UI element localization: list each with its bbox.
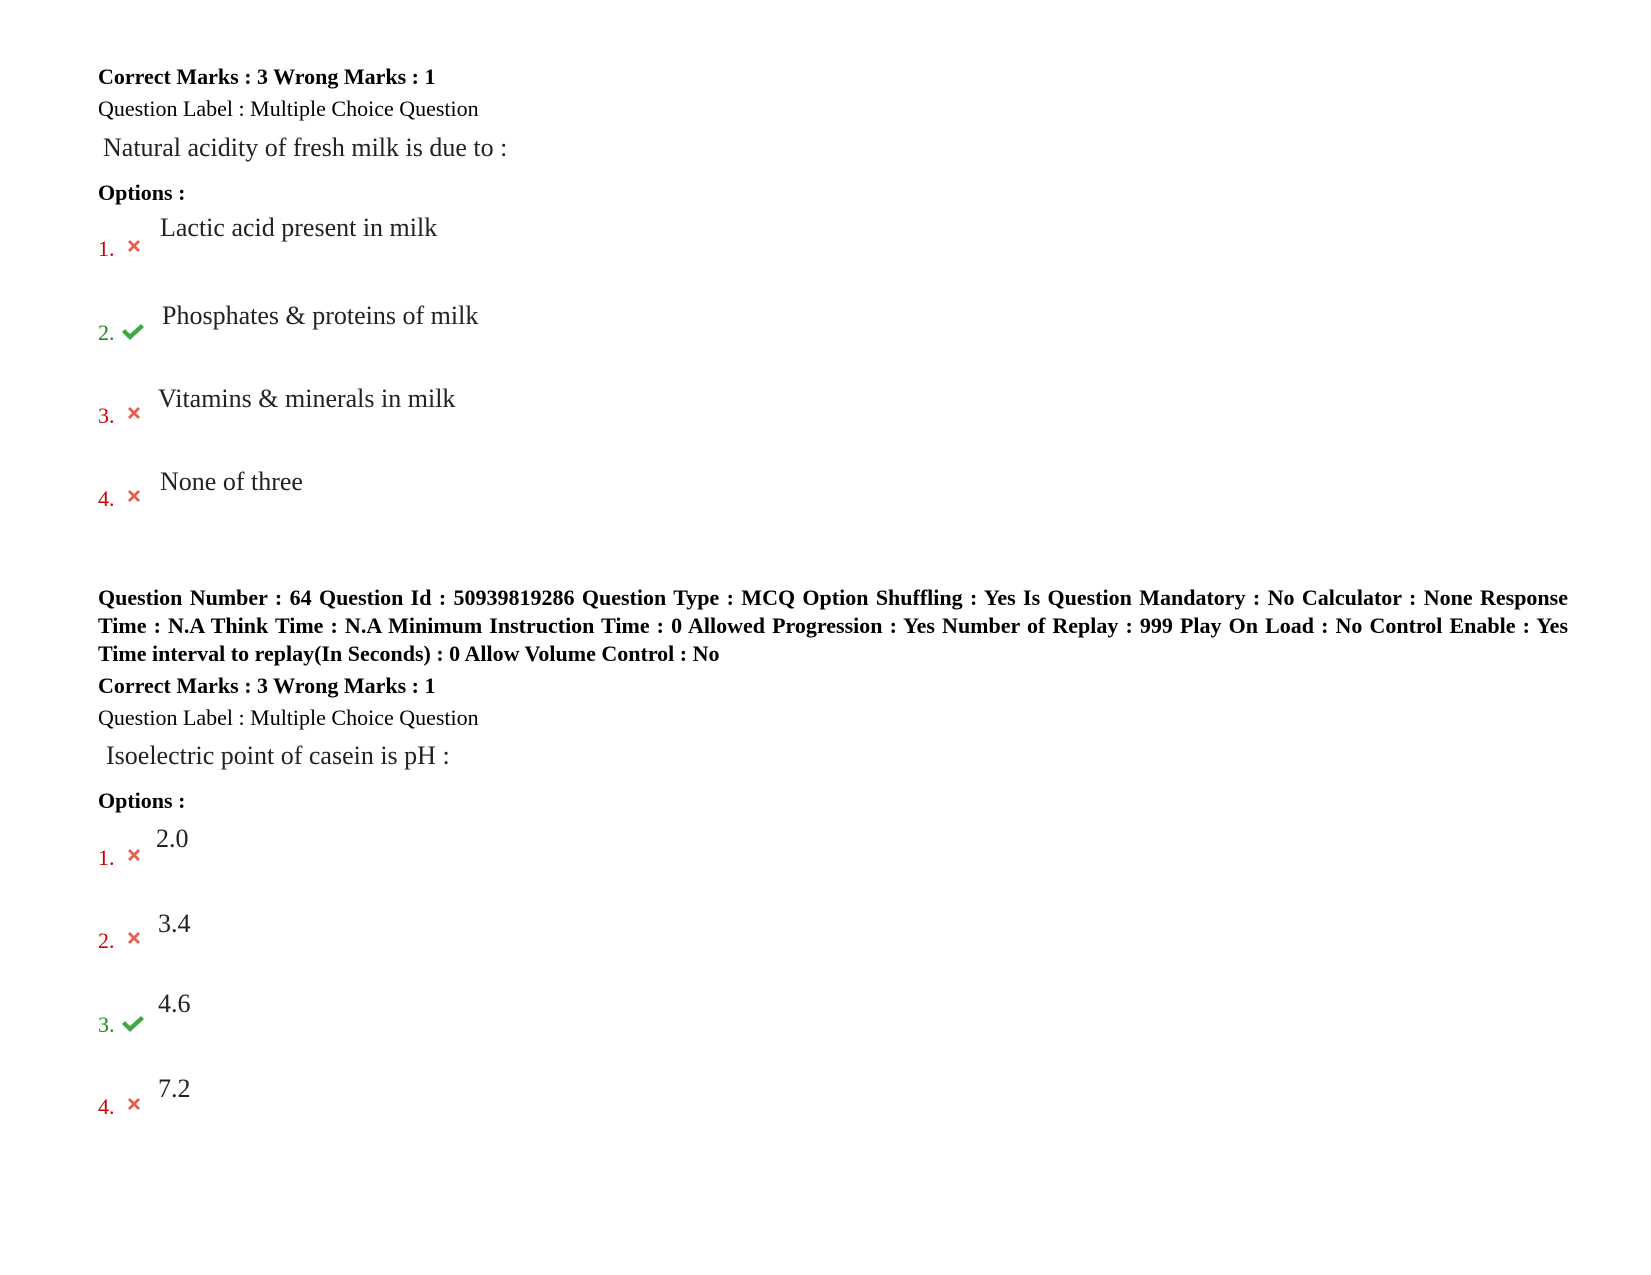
- cross-icon: [124, 928, 144, 948]
- q1-option-number: 4.: [98, 486, 115, 511]
- cross-icon: [124, 236, 144, 256]
- cross-icon: [124, 845, 144, 865]
- check-icon: [120, 1014, 146, 1034]
- q2-option-number: 4.: [98, 1094, 115, 1119]
- q1-option-text: Vitamins & minerals in milk: [158, 384, 456, 413]
- q2-option-text: 4.6: [158, 989, 191, 1018]
- q2-option-text: 7.2: [158, 1074, 191, 1103]
- cross-icon: [124, 1094, 144, 1114]
- q2-option-text: 3.4: [158, 909, 191, 938]
- cross-icon: [124, 486, 144, 506]
- q2-option-number: 2.: [98, 928, 115, 953]
- q2-meta: Question Number : 64 Question Id : 50939819286 Question Type : MCQ Option Shuffling : Yes Is Question Mandatory : No Calculator : None Response Time : N.A Think Time : N.A Minimum Instruction Time : 0 Allowed Progression : Yes Number of Replay : 999 Play On Load : No Control Enable : Yes Time interval to replay(In Seconds) : 0 Allow Volume Control : No: [98, 585, 1568, 666]
- q1-option-number: 3.: [98, 403, 115, 428]
- q1-text: Natural acidity of fresh milk is due to :: [103, 133, 508, 162]
- q2-text: Isoelectric point of casein is pH :: [106, 741, 450, 770]
- q2-label: Question Label : Multiple Choice Question: [98, 705, 479, 730]
- q2-option-number: 1.: [98, 845, 115, 870]
- q1-label: Question Label : Multiple Choice Question: [98, 96, 479, 121]
- q1-option-text: None of three: [160, 467, 303, 496]
- q2-marks: Correct Marks : 3 Wrong Marks : 1: [98, 673, 436, 698]
- q1-options-heading: Options :: [98, 180, 186, 205]
- q1-option-number: 2.: [98, 320, 115, 345]
- q1-option-text: Phosphates & proteins of milk: [162, 301, 479, 330]
- cross-icon: [124, 403, 144, 423]
- q2-options-heading: Options :: [98, 788, 186, 813]
- q1-option-text: Lactic acid present in milk: [160, 213, 438, 242]
- q2-option-text: 2.0: [156, 824, 189, 853]
- check-icon: [120, 322, 146, 342]
- q1-option-number: 1.: [98, 236, 115, 261]
- q1-marks: Correct Marks : 3 Wrong Marks : 1: [98, 64, 436, 89]
- q2-option-number: 3.: [98, 1012, 115, 1037]
